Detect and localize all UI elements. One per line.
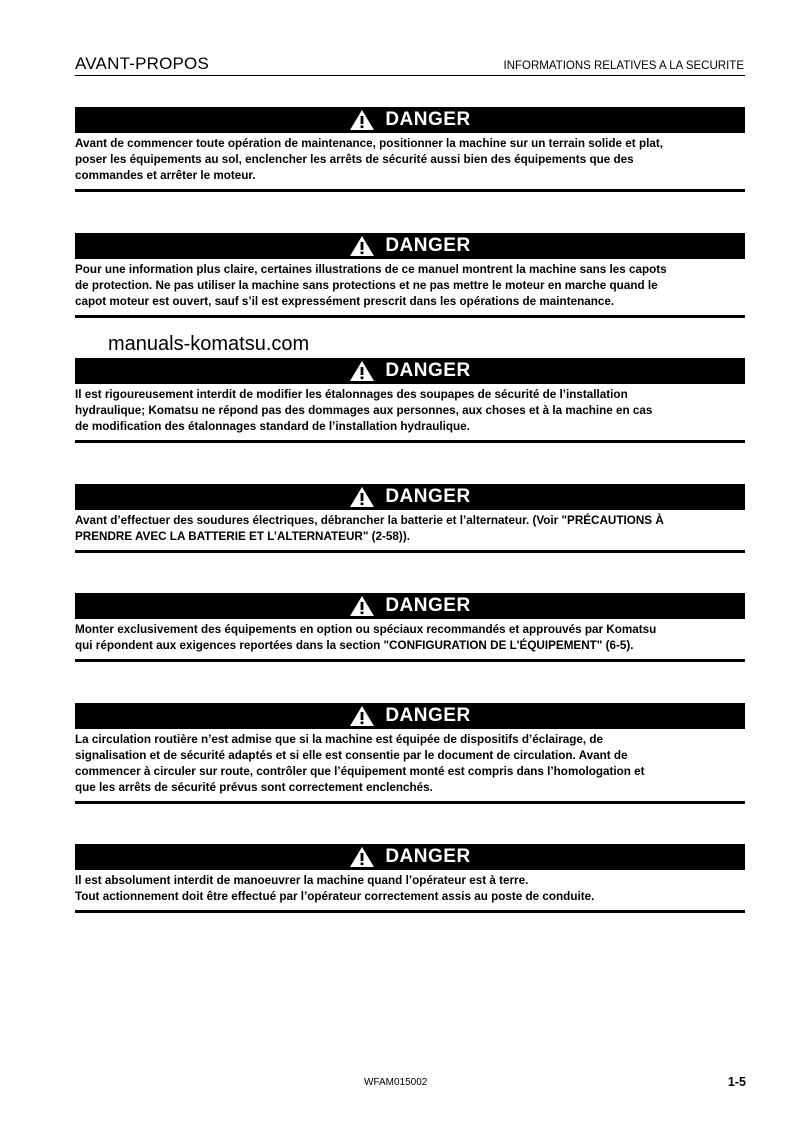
danger-text bbox=[75, 384, 745, 435]
danger-block bbox=[75, 358, 745, 443]
danger-text-line: capot moteur est ouvert, sauf s’il est expressément prescrit dans les opérations de maintenance. bbox=[75, 295, 615, 308]
header-divider bbox=[75, 75, 745, 76]
danger-text-line: Tout actionnement doit être effectué par l’opérateur correctement assis au poste de conduite. bbox=[75, 890, 595, 903]
danger-text-line: Pour une information plus claire, certaines illustrations de ce manuel montrent la machine sans les capots bbox=[75, 263, 667, 276]
warning-triangle-icon bbox=[349, 235, 375, 257]
danger-text-line: Monter exclusivement des équipements en option ou spéciaux recommandés et approuvés par Komatsu bbox=[75, 623, 657, 636]
warning-triangle-icon bbox=[349, 705, 375, 727]
danger-text-line: hydraulique; Komatsu ne répond pas des dommages aux personnes, aux choses et à la machine en cas bbox=[75, 404, 653, 417]
danger-banner bbox=[75, 593, 745, 619]
danger-block bbox=[75, 703, 745, 804]
danger-bottom-rule bbox=[75, 440, 745, 443]
danger-text-line: Il est rigoureusement interdit de modifier les étalonnages des soupapes de sécurité de l’installation bbox=[75, 388, 628, 401]
danger-text-line: commandes et arrêter le moteur. bbox=[75, 169, 256, 182]
danger-block bbox=[75, 107, 745, 192]
danger-text-line: de protection. Ne pas utiliser la machine sans protections et ne pas mettre le moteur en marche quand le bbox=[75, 279, 658, 292]
danger-text-line: Il est absolument interdit de manoeuvrer la machine quand l’opérateur est à terre. bbox=[75, 874, 529, 887]
danger-text bbox=[75, 510, 745, 545]
danger-bottom-rule bbox=[75, 315, 745, 318]
danger-text bbox=[75, 870, 745, 905]
warning-triangle-icon bbox=[349, 846, 375, 868]
danger-label: DANGER bbox=[385, 846, 471, 867]
danger-bottom-rule bbox=[75, 910, 745, 913]
danger-text-line: que les arrêts de sécurité prévus sont correctement enclenchés. bbox=[75, 781, 433, 794]
section-subtitle: INFORMATIONS RELATIVES A LA SECURITE bbox=[503, 60, 744, 72]
danger-text-line: Avant d’effectuer des soudures électriques, débrancher la batterie et l’alternateur. (Voir "PRÉCAUTIONS À bbox=[75, 514, 664, 527]
watermark: manuals-komatsu.com bbox=[108, 333, 310, 355]
danger-text-line: PRENDRE AVEC LA BATTERIE ET L’ALTERNATEUR" (2-58)). bbox=[75, 530, 410, 543]
warning-triangle-icon bbox=[349, 360, 375, 382]
danger-label: DANGER bbox=[385, 360, 471, 381]
danger-banner bbox=[75, 484, 745, 510]
warning-triangle-icon bbox=[349, 109, 375, 131]
page-number: 1-5 bbox=[727, 1075, 746, 1089]
danger-label: DANGER bbox=[385, 486, 471, 507]
danger-bottom-rule bbox=[75, 550, 745, 553]
danger-label: DANGER bbox=[385, 705, 471, 726]
danger-block bbox=[75, 233, 745, 318]
danger-banner bbox=[75, 358, 745, 384]
danger-text bbox=[75, 729, 745, 796]
danger-text-line: Avant de commencer toute opération de maintenance, positionner la machine sur un terrain solide et plat, bbox=[75, 137, 663, 150]
danger-banner bbox=[75, 107, 745, 133]
danger-label: DANGER bbox=[385, 235, 471, 256]
danger-text-line: de modification des étalonnages standard de l’installation hydraulique. bbox=[75, 420, 470, 433]
danger-text bbox=[75, 259, 745, 310]
danger-label: DANGER bbox=[385, 109, 471, 130]
document-code: WFAM015002 bbox=[364, 1077, 428, 1088]
danger-bottom-rule bbox=[75, 801, 745, 804]
danger-text bbox=[75, 133, 745, 184]
danger-block bbox=[75, 593, 745, 662]
danger-banner bbox=[75, 844, 745, 870]
danger-text bbox=[75, 619, 745, 654]
danger-banner bbox=[75, 233, 745, 259]
danger-bottom-rule bbox=[75, 659, 745, 662]
danger-label: DANGER bbox=[385, 595, 471, 616]
danger-text-line: signalisation et de sécurité adaptés et si elle est consentie par le document de circulation. Avant de bbox=[75, 749, 628, 762]
danger-bottom-rule bbox=[75, 189, 745, 192]
danger-text-line: qui répondent aux exigences reportées dans la section "CONFIGURATION DE L'ÉQUIPEMENT" (6-5). bbox=[75, 639, 634, 652]
danger-banner bbox=[75, 703, 745, 729]
danger-text-line: La circulation routière n’est admise que si la machine est équipée de dispositifs d’éclairage, de bbox=[75, 733, 604, 746]
danger-text-line: commencer à circuler sur route, contrôler que l’équipement monté est compris dans l’homologation et bbox=[75, 765, 645, 778]
danger-block bbox=[75, 484, 745, 553]
danger-block bbox=[75, 844, 745, 913]
warning-triangle-icon bbox=[349, 595, 375, 617]
warning-triangle-icon bbox=[349, 486, 375, 508]
danger-text-line: poser les équipements au sol, enclencher les arrêts de sécurité aussi bien des équipements que des bbox=[75, 153, 634, 166]
section-title: AVANT-PROPOS bbox=[75, 54, 210, 73]
